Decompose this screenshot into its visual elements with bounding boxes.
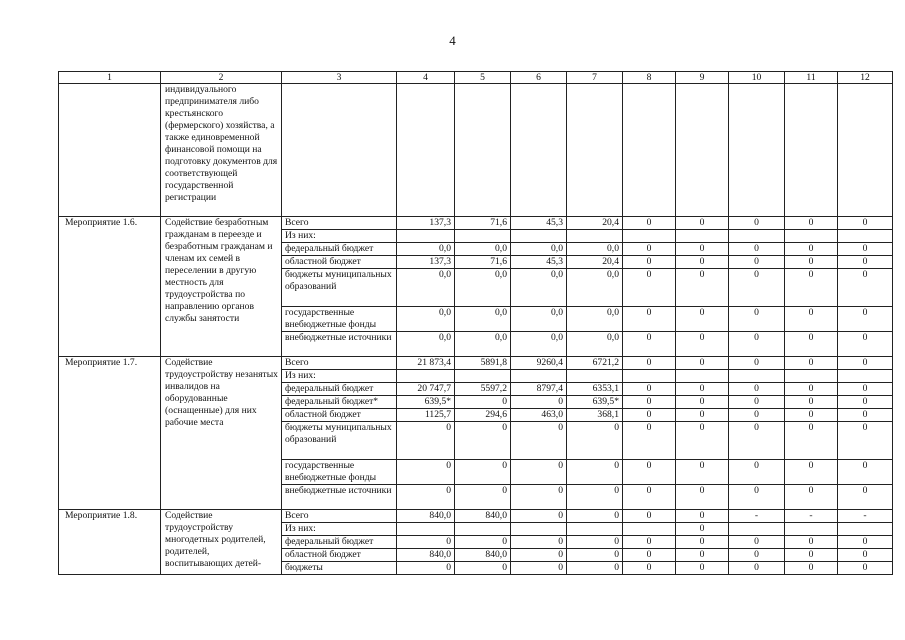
value-cell-col12: 0 (838, 549, 893, 562)
value-cell-col7: 0,0 (567, 307, 623, 332)
value-cell-col10: - (729, 510, 785, 523)
value-cell-col7: 0,0 (567, 243, 623, 256)
value-cell-col4: 1125,7 (397, 409, 455, 422)
value-cell-col9: 0 (676, 510, 729, 523)
value-cell-col8: 0 (623, 383, 676, 396)
value-cell-col12: - (838, 510, 893, 523)
value-cell-col7: 6353,1 (567, 383, 623, 396)
value-cell-col5 (455, 370, 511, 383)
value-cell-col10: 0 (729, 409, 785, 422)
column-header-8: 8 (623, 72, 676, 84)
value-cell-col12: 0 (838, 409, 893, 422)
value-cell-col6: 0,0 (511, 307, 567, 332)
value-cell-col9: 0 (676, 307, 729, 332)
value-cell-col10: 0 (729, 256, 785, 269)
value-cell-col4: 0,0 (397, 269, 455, 307)
table-row (59, 217, 893, 230)
event-name-cell (59, 84, 161, 217)
value-cell-col11: 0 (785, 243, 838, 256)
value-cell-col4: 0,0 (397, 307, 455, 332)
funding-source-cell: Всего (282, 217, 397, 230)
value-cell-col9: 0 (676, 396, 729, 409)
value-cell-col4: 137,3 (397, 256, 455, 269)
value-cell-col11 (785, 370, 838, 383)
funding-source-cell: внебюджетные источники (282, 485, 397, 510)
value-cell-col12: 0 (838, 383, 893, 396)
value-cell-col5: 71,6 (455, 256, 511, 269)
value-cell-col9: 0 (676, 460, 729, 485)
value-cell-col5: 5891,8 (455, 357, 511, 370)
value-cell-col7: 0 (567, 485, 623, 510)
value-cell-col12: 0 (838, 485, 893, 510)
column-header-6: 6 (511, 72, 567, 84)
value-cell-col9: 0 (676, 485, 729, 510)
value-cell-col6: 45,3 (511, 256, 567, 269)
value-cell-col9: 0 (676, 256, 729, 269)
funding-source-cell: Из них: (282, 370, 397, 383)
value-cell-col4 (397, 84, 455, 217)
funding-source-cell: Всего (282, 510, 397, 523)
value-cell-col11: 0 (785, 256, 838, 269)
value-cell-col6: 0 (511, 460, 567, 485)
value-cell-col5: 840,0 (455, 510, 511, 523)
value-cell-col8: 0 (623, 217, 676, 230)
page-number: 4 (449, 33, 456, 48)
value-cell-col8: 0 (623, 422, 676, 460)
value-cell-col8: 0 (623, 269, 676, 307)
value-cell-col4: 0,0 (397, 243, 455, 256)
value-cell-col12 (838, 523, 893, 536)
funding-source-cell: федеральный бюджет (282, 243, 397, 256)
table-row (59, 84, 893, 217)
value-cell-col10: 0 (729, 485, 785, 510)
value-cell-col7: 0 (567, 422, 623, 460)
value-cell-col9: 0 (676, 536, 729, 549)
value-cell-col4 (397, 370, 455, 383)
value-cell-col6: 45,3 (511, 217, 567, 230)
value-cell-col8: 0 (623, 485, 676, 510)
value-cell-col8: 0 (623, 256, 676, 269)
value-cell-col10: 0 (729, 549, 785, 562)
value-cell-col10: 0 (729, 332, 785, 357)
value-cell-col5 (455, 523, 511, 536)
value-cell-col10 (729, 523, 785, 536)
value-cell-col12: 0 (838, 243, 893, 256)
value-cell-col7: 0 (567, 549, 623, 562)
value-cell-col9 (676, 370, 729, 383)
value-cell-col9: 0 (676, 383, 729, 396)
value-cell-col9: 0 (676, 549, 729, 562)
value-cell-col10: 0 (729, 269, 785, 307)
value-cell-col8 (623, 230, 676, 243)
value-cell-col9: 0 (676, 422, 729, 460)
value-cell-col12: 0 (838, 422, 893, 460)
value-cell-col6: 0 (511, 422, 567, 460)
value-cell-col5: 0 (455, 460, 511, 485)
column-header-12: 12 (838, 72, 893, 84)
value-cell-col8: 0 (623, 409, 676, 422)
value-cell-col6: 0 (511, 396, 567, 409)
value-cell-col12 (838, 370, 893, 383)
funding-source-cell: Всего (282, 357, 397, 370)
funding-source-cell: Из них: (282, 230, 397, 243)
funding-source-cell: государственные внебюджетные фонды (282, 307, 397, 332)
value-cell-col6 (511, 84, 567, 217)
value-cell-col7: 368,1 (567, 409, 623, 422)
table-row (59, 357, 893, 370)
column-header-7: 7 (567, 72, 623, 84)
value-cell-col10 (729, 84, 785, 217)
funding-source-cell: бюджеты муниципальных образований (282, 269, 397, 307)
value-cell-col12: 0 (838, 217, 893, 230)
value-cell-col7: 0,0 (567, 269, 623, 307)
value-cell-col5: 840,0 (455, 549, 511, 562)
value-cell-col6: 0,0 (511, 332, 567, 357)
value-cell-col5 (455, 84, 511, 217)
activity-description-cell: индивидуального предпринимателя либо крестьянского (фермерского) хозяйства, а также единовременной финансовой помощи на подготовку документов для соответствующей государственной регистрации (161, 84, 282, 217)
value-cell-col5 (455, 230, 511, 243)
event-name-cell: Мероприятие 1.7. (59, 357, 161, 510)
value-cell-col6 (511, 523, 567, 536)
value-cell-col8: 0 (623, 549, 676, 562)
value-cell-col8: 0 (623, 510, 676, 523)
value-cell-col12: 0 (838, 460, 893, 485)
value-cell-col7: 6721,2 (567, 357, 623, 370)
value-cell-col11: 0 (785, 396, 838, 409)
value-cell-col10 (729, 230, 785, 243)
value-cell-col4: 20 747,7 (397, 383, 455, 396)
value-cell-col4: 0,0 (397, 332, 455, 357)
value-cell-col8: 0 (623, 562, 676, 575)
funding-source-cell: областной бюджет (282, 256, 397, 269)
value-cell-col5: 0 (455, 562, 511, 575)
value-cell-col4: 0 (397, 485, 455, 510)
value-cell-col6 (511, 230, 567, 243)
column-header-1: 1 (59, 72, 161, 84)
value-cell-col4: 0 (397, 562, 455, 575)
value-cell-col11: 0 (785, 357, 838, 370)
value-cell-col6: 0 (511, 485, 567, 510)
column-header-10: 10 (729, 72, 785, 84)
value-cell-col7: 0,0 (567, 332, 623, 357)
value-cell-col8: 0 (623, 332, 676, 357)
activity-description-cell: Содействие трудоустройству незанятых инвалидов на оборудованные (оснащенные) для них рабочие места (161, 357, 282, 510)
value-cell-col5: 0 (455, 422, 511, 460)
value-cell-col10: 0 (729, 422, 785, 460)
activity-description-cell: Содействие трудоустройству многодетных родителей, родителей, воспитывающих детей- (161, 510, 282, 575)
value-cell-col7 (567, 370, 623, 383)
funding-source-cell: областной бюджет (282, 549, 397, 562)
value-cell-col6: 0 (511, 562, 567, 575)
value-cell-col10: 0 (729, 357, 785, 370)
value-cell-col7 (567, 84, 623, 217)
value-cell-col10: 0 (729, 562, 785, 575)
value-cell-col9: 0 (676, 562, 729, 575)
value-cell-col9: 0 (676, 409, 729, 422)
value-cell-col6: 0,0 (511, 269, 567, 307)
value-cell-col5: 5597,2 (455, 383, 511, 396)
value-cell-col11: 0 (785, 562, 838, 575)
value-cell-col10: 0 (729, 243, 785, 256)
funding-source-cell: областной бюджет (282, 409, 397, 422)
value-cell-col4: 840,0 (397, 510, 455, 523)
value-cell-col9: 0 (676, 332, 729, 357)
value-cell-col11 (785, 523, 838, 536)
funding-source-cell: федеральный бюджет (282, 536, 397, 549)
value-cell-col7: 0 (567, 562, 623, 575)
value-cell-col10: 0 (729, 217, 785, 230)
funding-source-cell: федеральный бюджет* (282, 396, 397, 409)
value-cell-col8 (623, 370, 676, 383)
value-cell-col11: 0 (785, 307, 838, 332)
funding-source-cell: бюджеты (282, 562, 397, 575)
value-cell-col5: 0,0 (455, 332, 511, 357)
value-cell-col5: 294,6 (455, 409, 511, 422)
value-cell-col8 (623, 523, 676, 536)
value-cell-col11: 0 (785, 217, 838, 230)
value-cell-col7: 639,5* (567, 396, 623, 409)
column-header-11: 11 (785, 72, 838, 84)
column-header-2: 2 (161, 72, 282, 84)
value-cell-col6: 0 (511, 549, 567, 562)
value-cell-col4: 0 (397, 460, 455, 485)
value-cell-col11 (785, 84, 838, 217)
value-cell-col10: 0 (729, 536, 785, 549)
value-cell-col9 (676, 84, 729, 217)
value-cell-col11: 0 (785, 549, 838, 562)
value-cell-col4: 0 (397, 422, 455, 460)
value-cell-col10: 0 (729, 307, 785, 332)
value-cell-col4 (397, 230, 455, 243)
value-cell-col6: 0 (511, 510, 567, 523)
value-cell-col11: 0 (785, 422, 838, 460)
value-cell-col7: 20,4 (567, 217, 623, 230)
value-cell-col9: 0 (676, 357, 729, 370)
value-cell-col8 (623, 84, 676, 217)
funding-source-cell: Из них: (282, 523, 397, 536)
value-cell-col5: 0 (455, 485, 511, 510)
value-cell-col7 (567, 523, 623, 536)
value-cell-col11 (785, 230, 838, 243)
value-cell-col6 (511, 370, 567, 383)
value-cell-col12: 0 (838, 396, 893, 409)
value-cell-col10 (729, 370, 785, 383)
value-cell-col11: 0 (785, 383, 838, 396)
funding-source-cell: бюджеты муниципальных образований (282, 422, 397, 460)
value-cell-col9: 0 (676, 217, 729, 230)
value-cell-col12: 0 (838, 357, 893, 370)
value-cell-col4: 137,3 (397, 217, 455, 230)
value-cell-col11: - (785, 510, 838, 523)
value-cell-col9: 0 (676, 243, 729, 256)
table-row (59, 510, 893, 523)
value-cell-col7 (567, 230, 623, 243)
value-cell-col10: 0 (729, 396, 785, 409)
value-cell-col8: 0 (623, 460, 676, 485)
column-header-4: 4 (397, 72, 455, 84)
value-cell-col4: 639,5* (397, 396, 455, 409)
value-cell-col8: 0 (623, 536, 676, 549)
column-header-row (59, 72, 893, 84)
value-cell-col5: 71,6 (455, 217, 511, 230)
value-cell-col4: 21 873,4 (397, 357, 455, 370)
value-cell-col12: 0 (838, 562, 893, 575)
value-cell-col12: 0 (838, 256, 893, 269)
column-header-3: 3 (282, 72, 397, 84)
column-header-5: 5 (455, 72, 511, 84)
value-cell-col8: 0 (623, 307, 676, 332)
funding-source-cell: федеральный бюджет (282, 383, 397, 396)
value-cell-col8: 0 (623, 243, 676, 256)
value-cell-col4 (397, 523, 455, 536)
value-cell-col11: 0 (785, 460, 838, 485)
value-cell-col10: 0 (729, 383, 785, 396)
value-cell-col6: 463,0 (511, 409, 567, 422)
value-cell-col11: 0 (785, 269, 838, 307)
value-cell-col6: 0,0 (511, 243, 567, 256)
value-cell-col11: 0 (785, 536, 838, 549)
value-cell-col7: 0 (567, 536, 623, 549)
value-cell-col8: 0 (623, 396, 676, 409)
funding-source-cell (282, 84, 397, 217)
value-cell-col12 (838, 230, 893, 243)
value-cell-col6: 9260,4 (511, 357, 567, 370)
value-cell-col6: 0 (511, 536, 567, 549)
column-header-9: 9 (676, 72, 729, 84)
event-name-cell: Мероприятие 1.6. (59, 217, 161, 357)
value-cell-col5: 0 (455, 536, 511, 549)
value-cell-col5: 0,0 (455, 269, 511, 307)
value-cell-col12: 0 (838, 269, 893, 307)
value-cell-col5: 0,0 (455, 307, 511, 332)
value-cell-col8: 0 (623, 357, 676, 370)
value-cell-col12: 0 (838, 332, 893, 357)
value-cell-col10: 0 (729, 460, 785, 485)
activity-description-cell: Содействие безработным гражданам в переезде и безработным гражданам и членам их семей в переселении в другую местность для трудоустройства по направлению органов службы занятости (161, 217, 282, 357)
value-cell-col9: 0 (676, 269, 729, 307)
value-cell-col5: 0,0 (455, 243, 511, 256)
value-cell-col12: 0 (838, 536, 893, 549)
value-cell-col12: 0 (838, 307, 893, 332)
value-cell-col5: 0 (455, 396, 511, 409)
value-cell-col9 (676, 230, 729, 243)
value-cell-col11: 0 (785, 485, 838, 510)
funding-source-cell: внебюджетные источники (282, 332, 397, 357)
value-cell-col9: 0 (676, 523, 729, 536)
funding-source-cell: государственные внебюджетные фонды (282, 460, 397, 485)
value-cell-col7: 0 (567, 460, 623, 485)
event-name-cell: Мероприятие 1.8. (59, 510, 161, 575)
value-cell-col6: 8797,4 (511, 383, 567, 396)
value-cell-col7: 0 (567, 510, 623, 523)
value-cell-col11: 0 (785, 409, 838, 422)
value-cell-col4: 0 (397, 536, 455, 549)
value-cell-col11: 0 (785, 332, 838, 357)
budget-table (58, 71, 893, 575)
value-cell-col4: 840,0 (397, 549, 455, 562)
value-cell-col12 (838, 84, 893, 217)
value-cell-col7: 20,4 (567, 256, 623, 269)
